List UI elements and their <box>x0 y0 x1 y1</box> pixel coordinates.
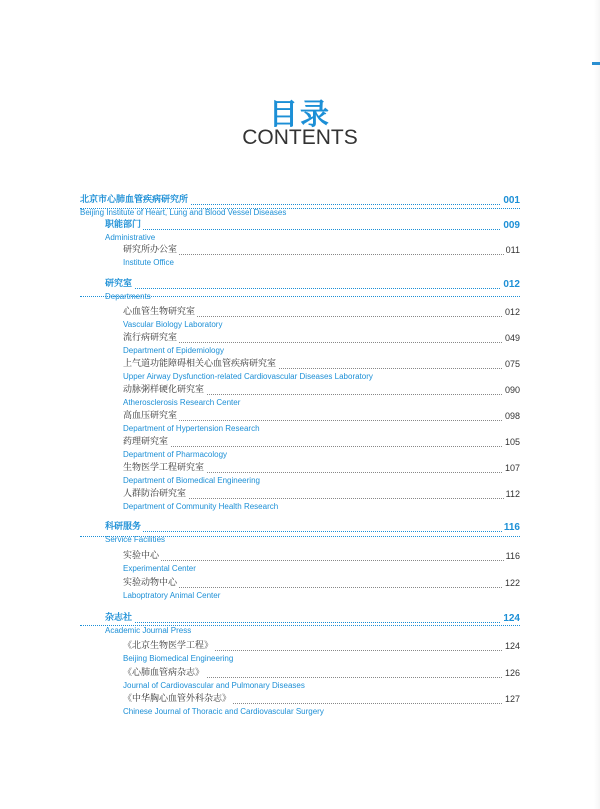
toc-title-cn: 北京市心肺血管疾病研究所 <box>80 195 189 205</box>
toc-entry[interactable] <box>0 278 600 301</box>
toc-title-en: Upper Airway Dysfunction-related Cardiovascular Diseases Laboratory <box>123 372 373 381</box>
toc-title-en: Academic Journal Press <box>105 626 192 635</box>
toc-leader-dots <box>123 587 506 588</box>
toc-row <box>0 462 600 475</box>
toc-title-cn: 《心肺血管病杂志》 <box>123 668 205 678</box>
toc-row <box>0 278 600 291</box>
toc-row <box>0 488 600 501</box>
toc-page-number: 012 <box>503 279 520 290</box>
toc-entry[interactable] <box>0 521 600 544</box>
toc-page-number: 105 <box>504 437 520 447</box>
toc-leader-dots <box>123 560 506 561</box>
toc-row <box>0 550 600 563</box>
toc-leader-dots <box>123 420 506 421</box>
toc-row <box>0 384 600 397</box>
toc-entry[interactable] <box>0 693 600 716</box>
toc-entry[interactable] <box>0 462 600 485</box>
toc-entry[interactable] <box>0 436 600 459</box>
toc-entry[interactable] <box>0 612 600 635</box>
edge-marker <box>592 62 600 65</box>
toc-title-en: Beijing Biomedical Engineering <box>123 654 234 663</box>
toc-title-cn: 职能部门 <box>105 220 142 230</box>
toc-page-number: 116 <box>503 522 520 533</box>
toc-title-en: Service Facilities <box>105 535 166 544</box>
toc-row <box>0 521 600 534</box>
toc-title-en: Institute Office <box>123 258 174 267</box>
toc-title-cn: 心血管生物研究室 <box>123 307 196 317</box>
toc-title-en: Departments <box>105 292 151 301</box>
toc-page-number: 107 <box>504 463 520 473</box>
toc-title-cn: 动脉粥样硬化研究室 <box>123 385 205 395</box>
toc-page-number: 112 <box>505 489 520 499</box>
toc-entry[interactable] <box>0 384 600 407</box>
toc-title-cn: 研究室 <box>105 279 133 289</box>
toc-row <box>0 306 600 319</box>
toc-entry[interactable] <box>0 244 600 267</box>
toc-title-en: Chinese Journal of Thoracic and Cardiovascular Surgery <box>123 707 324 716</box>
toc-page-number: 012 <box>504 307 520 317</box>
toc-title-cn: 生物医学工程研究室 <box>123 463 205 473</box>
toc-page-number: 126 <box>504 668 520 678</box>
toc-row <box>0 410 600 423</box>
toc-page-number: 124 <box>503 613 520 624</box>
toc-entry[interactable] <box>0 219 600 242</box>
toc-page-number: 009 <box>503 220 520 231</box>
toc-page-number: 122 <box>504 578 520 588</box>
toc-row <box>0 332 600 345</box>
toc-row <box>0 577 600 590</box>
toc-page-number: 098 <box>504 411 520 421</box>
toc-page-number: 011 <box>505 245 520 255</box>
toc-title-en: Journal of Cardiovascular and Pulmonary Diseases <box>123 681 305 690</box>
toc-row <box>0 244 600 257</box>
toc-page-number: 049 <box>504 333 520 343</box>
toc-entry[interactable] <box>0 306 600 329</box>
toc-title-cn: 科研服务 <box>105 522 142 532</box>
toc-leader-dots <box>105 531 506 532</box>
toc-entry[interactable] <box>0 488 600 511</box>
toc-entry[interactable] <box>0 640 600 663</box>
toc-leader-dots <box>105 622 506 623</box>
toc-title-cn: 上气道功能障碍相关心血管疾病研究室 <box>123 359 277 369</box>
toc-leader-dots <box>105 229 506 230</box>
toc-title-cn: 《中华胸心血管外科杂志》 <box>123 694 232 704</box>
toc-title-cn: 药理研究室 <box>123 437 169 447</box>
page-title-cn: 目录 <box>268 97 331 131</box>
toc-entry[interactable] <box>0 550 600 573</box>
toc-title-en: Department of Biomedical Engineering <box>123 476 260 485</box>
toc-leader-dots <box>123 342 506 343</box>
toc-title-cn: 人群防治研究室 <box>123 489 187 499</box>
toc-title-cn: 实验中心 <box>123 551 160 561</box>
toc-entry[interactable] <box>0 194 600 217</box>
toc-title-cn: 高血压研究室 <box>123 411 178 421</box>
toc-page-number: 075 <box>504 359 520 369</box>
toc-row <box>0 194 600 207</box>
toc-title-en: Administrative <box>105 233 156 242</box>
toc-entry[interactable] <box>0 332 600 355</box>
toc-row <box>0 667 600 680</box>
toc-entry[interactable] <box>0 410 600 433</box>
toc-title-en: Laboptratory Animal Center <box>123 591 221 600</box>
toc-title-en: Atherosclerosis Research Center <box>123 398 241 407</box>
page-title-en: CONTENTS <box>242 126 358 149</box>
toc-title-cn: 实验动物中心 <box>123 578 178 588</box>
toc-page-number: 001 <box>503 195 520 206</box>
toc-entry[interactable] <box>0 358 600 381</box>
toc-title-en: Department of Epidemiology <box>123 346 224 355</box>
toc-title-en: Experimental Center <box>123 564 196 573</box>
toc-title-en: Department of Community Health Research <box>123 502 279 511</box>
toc-leader-dots <box>105 288 506 289</box>
toc-page-number: 124 <box>504 641 520 651</box>
toc-title-cn: 《北京生物医学工程》 <box>123 641 214 651</box>
toc-title-en: Vascular Biology Laboratory <box>123 320 223 329</box>
toc-entry[interactable] <box>0 667 600 690</box>
toc-row <box>0 219 600 232</box>
toc-row <box>0 612 600 625</box>
toc-page-number: 090 <box>504 385 520 395</box>
toc-title-en: Department of Hypertension Research <box>123 424 260 433</box>
toc-row <box>0 358 600 371</box>
toc-page-number: 127 <box>504 694 520 704</box>
toc-title-cn: 流行病研究室 <box>123 333 178 343</box>
toc-page-number: 116 <box>505 551 520 561</box>
toc-title-en: Department of Pharmacology <box>123 450 228 459</box>
toc-leader-dots <box>123 446 506 447</box>
toc-entry[interactable] <box>0 577 600 600</box>
toc-row <box>0 436 600 449</box>
toc-title-cn: 杂志社 <box>105 613 133 623</box>
toc-leader-dots <box>123 254 506 255</box>
toc-row <box>0 640 600 653</box>
toc-title-cn: 研究所办公室 <box>123 245 178 255</box>
toc-title-en: Beijing Institute of Heart, Lung and Blood Vessel Diseases <box>80 208 287 217</box>
toc-row <box>0 693 600 706</box>
